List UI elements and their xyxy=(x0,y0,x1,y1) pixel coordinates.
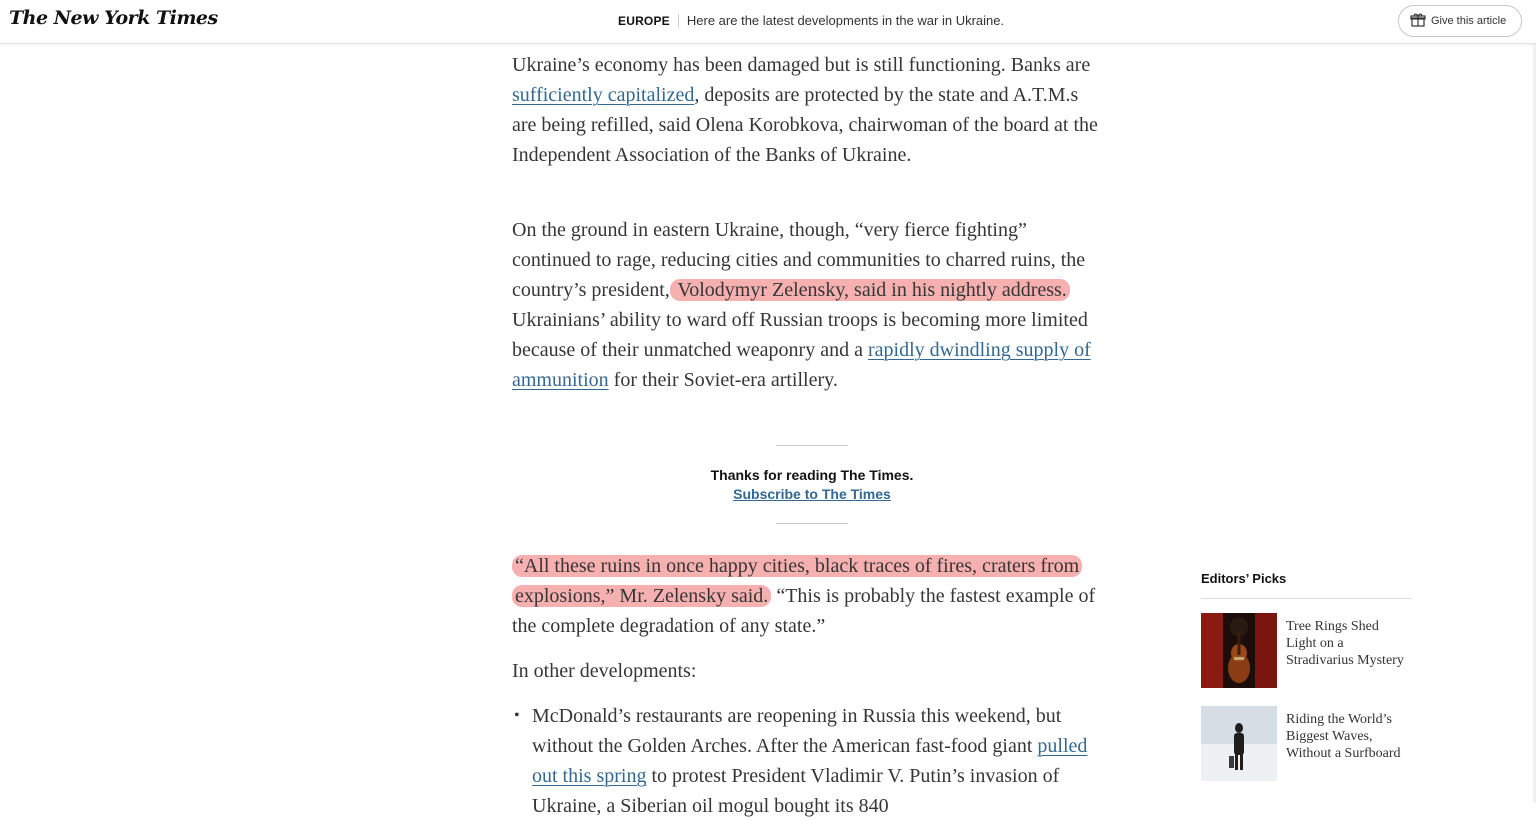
text: for their Soviet-era artillery. xyxy=(608,369,838,391)
link-sufficiently-capitalized[interactable]: sufficiently capitalized xyxy=(512,84,695,106)
highlighted-text: Volodymyr Zelensky, said in his nightly address. xyxy=(670,279,1070,301)
give-article-button[interactable] xyxy=(1398,5,1522,37)
text: “This is probably the fastest example of the complete degradation of any state.” xyxy=(512,585,1096,637)
snow-figure-photo-icon[interactable] xyxy=(1201,706,1277,781)
text: , deposits are protected by the state and A.T.M.s are being refilled, said Olena Korobkova, chairwoman of the board at the Independent Association of the Banks of Ukraine. xyxy=(512,84,1098,166)
developments-list xyxy=(512,701,1102,821)
violin-photo-icon[interactable] xyxy=(1201,613,1277,688)
top-bar xyxy=(0,0,1536,44)
pick-title[interactable]: Riding the World’s Biggest Waves, Without a Surfboard xyxy=(1286,712,1401,761)
pick-item[interactable] xyxy=(1201,706,1412,781)
section-name[interactable]: EUROPE xyxy=(618,14,670,28)
highlighted-quote: “All these ruins in once happy cities, black traces of fires, craters from explosions,” Mr. Zelensky said. xyxy=(512,555,1082,607)
text: McDonald’s restaurants are reopening in Russia this weekend, but without the Golden Arches. After the American fast-food giant xyxy=(532,705,1062,757)
text: In other developments: xyxy=(512,660,697,682)
give-article-label: Give this article xyxy=(1431,15,1507,27)
text: Ukrainians’ ability to ward off Russian troops is becoming more limited because of their unmatched weaponry and a xyxy=(512,309,1088,361)
editors-picks xyxy=(1201,571,1412,799)
divider xyxy=(1201,598,1412,599)
link-ammunition[interactable]: rapidly dwindling supply of ammunition xyxy=(512,339,1091,391)
subscribe-link[interactable]: Subscribe to The Times xyxy=(733,486,891,502)
text: Ukraine’s economy has been damaged but is still functioning. Banks are xyxy=(512,54,1091,76)
text: On the ground in eastern Ukraine, though, “very fierce fighting” continued to rage, reducing cities and communities to charred ruins, the country’s president, xyxy=(512,219,1086,301)
text: to protest President Vladimir V. Putin’s invasion of Ukraine, a Siberian oil mogul bought its 840 xyxy=(532,765,1060,817)
thanks-text: Thanks for reading The Times. xyxy=(710,467,914,483)
subscribe-promo xyxy=(512,445,1112,524)
gift-icon xyxy=(1410,12,1426,31)
nyt-logo[interactable]: The New York Times xyxy=(9,7,218,29)
pick-title[interactable]: Tree Rings Shed Light on a Stradivarius Mystery xyxy=(1286,619,1404,668)
section-headline[interactable]: Here are the latest developments in the war in Ukraine. xyxy=(686,13,1005,28)
divider xyxy=(776,523,848,524)
list-item xyxy=(512,701,1102,821)
paragraph-other-developments xyxy=(512,656,1107,686)
section-breadcrumb xyxy=(618,13,1004,28)
editors-picks-title: Editors’ Picks xyxy=(1201,571,1287,586)
section-separator xyxy=(678,14,679,27)
paragraph-economy xyxy=(512,50,1102,170)
paragraph-quote xyxy=(512,551,1107,641)
paragraph-fighting xyxy=(512,215,1107,395)
divider xyxy=(776,445,848,446)
pick-item[interactable] xyxy=(1201,613,1412,688)
link-pulled-out[interactable]: pulled out this spring xyxy=(532,735,1088,787)
